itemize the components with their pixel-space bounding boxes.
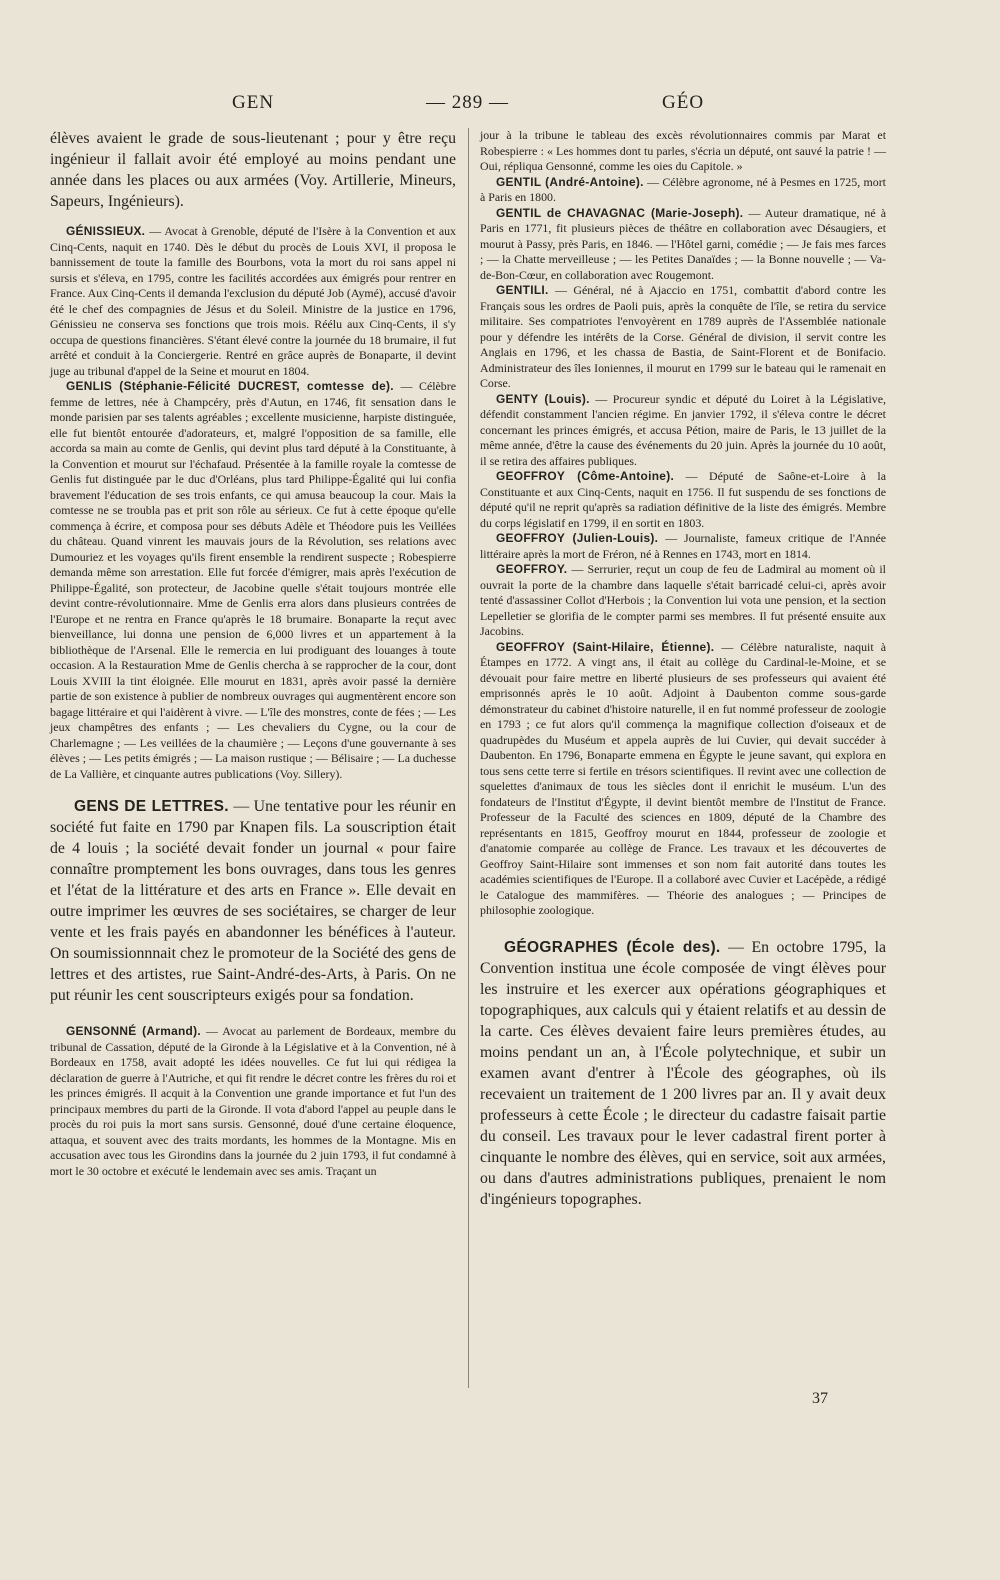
headword: GENSONNÉ (Armand). — [66, 1024, 201, 1038]
entry-gentil-de-chavagnac — [480, 206, 886, 284]
continuation-text-right — [480, 128, 886, 175]
entry-gensonne — [50, 1024, 456, 1179]
entry-text: — Serrurier, reçut un coup de feu de Ladmiral au moment où il ouvrait la porte de la chambre dans laquelle s'était barricadé celui-ci, après avoir tenté d'assassiner Collot d'Herbois ; la Convention lui vota une pension, et la section Lepelletier se glorifia de le compter parmi ses membres. Il fut présenté ensuite aux Jacobins. — [480, 562, 886, 638]
feature-gens-de-lettres — [50, 796, 456, 1006]
entry-text: — Avocat à Grenoble, député de l'Isère à la Convention et aux Cinq-Cents, naquit en 1740. Dès le début du procès de Louis XVI, il proposa le bannissement de toute la famille des Bourbons, vota la mort du roi sans appel ni sursis et s'éleva, en 1795, contre les facilités accordées aux émigrés pour rentrer en France. Aux Cinq-Cents il demanda l'exclusion du député Job (Aymé), accusé d'avoir été le chef des compagnies de Jésus et du Soleil. Ministre de la justice en 1796, Génissieu ne conserva ses fonctions que trois mois. Réélu aux Cinq-Cents, il s'y occupa de questions financières. S'étant élevé contre la journée du 18 brumaire, il fut arrêté et conduit à la Conciergerie. Rentré en grâce auprès de Bonaparte, il devint juge au tribunal d'appel de la Seine et mourut en 1804. — [50, 224, 456, 378]
entry-geoffroy-serrurier — [480, 562, 886, 640]
entry-genlis — [50, 379, 456, 782]
headword: GEOFFROY (Saint-Hilaire, Étienne). — [496, 639, 715, 654]
headword: GÉOGRAPHES (École des). — [504, 938, 721, 956]
continuation-paragraph: jour à la tribune le tableau des excès révolutionnaires commis par Marat et Robespierre : « Les hommes dont tu parles, s'écria un député, ont sauvé la patrie ! — Oui, répliqua Gensonné, comme les oies du Capitole. » — [480, 128, 886, 173]
left-column — [50, 128, 456, 1179]
headword: GENS DE LETTRES. — [74, 798, 229, 815]
entry-text: — Procureur syndic et député du Loiret à la Législative, défendit constamment l'ancien régime. En janvier 1792, il s'éleva contre le décret concernant les princes émigrés, et accusa Pétion, maire de Paris, le 13 juillet de la même année, d'être la cause des événements du 20 juin. Après la journée du 10 août, il se retira des affaires publiques. — [480, 391, 886, 468]
running-head-right: GÉO — [662, 92, 705, 113]
signature-mark: 37 — [812, 1390, 828, 1407]
column-divider — [468, 128, 469, 1388]
entry-text: — Général, né à Ajaccio en 1751, combattit d'abord contre les Français sous les ordres de Paoli puis, après la conquête de l'île, se retira du service militaire. Ses compatriotes l'envoyèrent en 1789 auprès de l'Assemblée nationale pour y défendre les intérêts de la Corse. Général de division, il servit contre les Anglais en 1796, et les chassa de Bastia, de Saint-Florent et de Bonifacio. Administrateur des îles Ioniennes, il mourut en 1799 sur le bateau qui le ramenait en Corse. — [480, 283, 886, 390]
headword: GEOFFROY (Julien-Louis). — [496, 531, 659, 545]
headword: GENTIL de CHAVAGNAC (Marie-Joseph). — [496, 205, 744, 220]
headword: GENTILI. — [496, 283, 549, 297]
entry-gentil — [480, 175, 886, 206]
headword: GEOFFROY (Côme-Antoine). — [496, 469, 675, 483]
entry-genissieux — [50, 224, 456, 379]
entry-geoffroy-julien-louis — [480, 531, 886, 562]
entry-text: — Célèbre femme de lettres, née à Champcéry, près d'Autun, en 1746, fit sensation dans le monde parisien par ses talents agréables ; excellente musicienne, harpiste distinguée, elle fut bientôt entourée d'adorateurs, et, malgré l'opposition de sa famille, elle accorda sa main au comte de Genlis, qui devint plus tard député à la Constituante, à la Convention et mourut sur l'échafaud. Présentée à la famille royale la comtesse de Genlis fut distinguée par le duc d'Orléans, plus tard Philippe-Égalité qui lui confia bravement l'éducation de ses trois enfants, ce qui amusa beaucoup la cour. Mais la comtesse ne se troubla pas et prit son rôle au sérieux. Ce fut à cette époque qu'elle commença à écrire, et composa pour ses débuts Adèle et Théodore puis les Veillées du château. Quand vinrent les mauvais jours de la Révolution, ses relations avec Dumouriez et les voyages qu'ils firent ensemble la rendirent suspecte ; Robespierre demanda même son arrestation. Elle fut forcée d'émigrer, mais après l'exécution de Philippe-Égalité, son protecteur, de Jacobine quelle s'était toujours montrée elle devint contre-révolutionnaire. Mme de Genlis erra alors dans plusieurs contrées de l'Europe et ne rentra en France qu'après le 18 brumaire. Bonaparte la reçut avec bienveillance, lui donna une pension de 6,000 livres et un appartement à la bibliothèque de l'Arsenal. Elle le remercia en lui prodiguant des louanges à toute occasion. A la Restauration Mme de Genlis chercha à se rapprocher de la cour, dont Louis XVIII la tint éloignée. Elle mourut en 1831, après avoir passé la dernière partie de son existence à publier de nombreux ouvrages qui augmentèrent encore son bagage littéraire et qui l'aidèrent à vivre. — L'île des monstres, conte de fées ; — Les jeux champêtres des enfants ; — Les chevaliers du Cygne, ou la cour de Charlemagne ; — Les veillées de la chaumière ; — Leçons d'une gouvernante à ses élèves ; — Les petits émigrés ; — La maison rustique ; — Bélisaire ; — La duchesse de La Vallière, et cinquante autres publications (Voy. Sillery). — [50, 379, 456, 781]
entry-text: — Une tentative pour les réunir en société fut faite en 1790 par Knapen fils. La souscription était de 4 louis ; la société devait fonder un journal « pour faire connaître promptement les bons ouvrages, dans tous les genres et l'état de la littérature et des arts en France ». Elle devait en outre imprimer les œuvres de ses sociétaires, se charger de leur vente et les frais payés en abandonner les bénéfices à l'auteur. On soumissionnnait chez le promoteur de la Société des gens de lettres et des artistes, rue Saint-André-des-Arts, à Paris. On ne put réunir les cent souscripteurs exigés pour sa fondation. — [50, 798, 456, 1004]
entry-geoffroy-come-antoine — [480, 469, 886, 531]
entry-gentili — [480, 283, 886, 392]
right-column — [480, 128, 886, 1210]
entry-genty — [480, 392, 886, 470]
headword: GÉNISSIEUX. — [66, 224, 146, 238]
entry-geoffroy-saint-hilaire — [480, 640, 886, 919]
entry-text: — En octobre 1795, la Convention institua une école composée de vingt élèves pour les instruire et les exercer aux opérations géographiques et topographiques, aux calculs qui y étaient relatifs et au dessin de la carte. Ces élèves devaient faire leurs premières études, au moins pendant un an, à l'École polytechnique, et subir un examen avant d'entrer à l'École des géographes, où ils recevaient un traitement de 1 200 livres par an. Il y avait deux professeurs à cette École ; le directeur du cadastre faisait partie du conseil. Les travaux pour le lever cadastral firent porter à cinquante le nombre des élèves, qui en service, soit aux armées, ou dans d'autres administrations publiques, prenaient le nom d'ingénieurs topographes. — [480, 938, 886, 1208]
continuation-text-left — [50, 128, 456, 212]
entry-text: — Auteur dramatique, né à Paris en 1771, fit plusieurs pièces de théâtre en collaboration avec Désaugiers, et mourut à Passy, près Paris, en 1846. — l'Hôtel garni, comédie ; — Je fais mes farces ; — la Chatte merveilleuse ; — les Petites Danaïdes ; — la Bonne nouvelle ; — Va-de-Bon-Cœur, en collaboration avec Rougemont. — [480, 205, 886, 282]
page-number: — 289 — — [426, 92, 509, 113]
running-head-left: GEN — [232, 92, 275, 113]
entry-text: — Avocat au parlement de Bordeaux, membre du tribunal de Cassation, député de la Gironde à la Législative et à la Convention, né à Bordeaux en 1758, avait adopté les idées nouvelles. Ce fut lui qui rédigea la déclaration de guerre à l'Autriche, et qui fit rendre le décret contre les frères du roi et les princes émigrés. Il acquit à la Convention une grande importance et fut l'un des principaux membres du parti de la Gironde. Il vota d'abord l'appel au peuple dans le procès du roi puis la mort sans sursis. Gensonné, doué d'une certaine éloquence, attaqua, et souvent avec des traits mordants, les hommes de la Montagne. Mis en accusation avec tous les Girondins dans la journée du 2 juin 1793, il fut condamné à mort le 30 octobre et exécuté le lendemain avec ses amis. Traçant un — [50, 1024, 457, 1178]
entry-text: — Célèbre agronome, né à Pesmes en 1725, mort à Paris en 1800. — [480, 174, 886, 204]
entry-text: — Député de Saône-et-Loire à la Constituante et aux Cinq-Cents, naquit en 1756. Il fut suspendu de ses fonctions de député qu'il ne reprit qu'après sa radiation définitive de la liste des émigrés. Membre du corps législatif en 1799, il en sortit en 1803. — [480, 469, 886, 530]
headword: GEOFFROY. — [496, 562, 568, 576]
entry-text: — Journaliste, fameux critique de l'Année littéraire après la mort de Fréron, né à Rennes en 1743, mort en 1814. — [480, 531, 887, 561]
continuation-paragraph: élèves avaient le grade de sous-lieutenant ; pour y être reçu ingénieur il fallait avoir été employé au moins pendant une année dans les places ou aux armées (Voy. Artillerie, Mineurs, Sapeurs, Ingénieurs). — [50, 130, 456, 210]
headword: GENTIL (André-Antoine). — [496, 174, 644, 189]
feature-geographes — [480, 937, 886, 1210]
headword: GENLIS (Stéphanie-Félicité DUCREST, comtesse de). — [66, 379, 394, 393]
headword: GENTY (Louis). — [496, 391, 590, 406]
entry-text: — Célèbre naturaliste, naquit à Étampes en 1772. A vingt ans, il était au collège du Cardinal-le-Moine, et se dévouait pour faire mettre en liberté plusieurs de ses professeurs qui avaient été emprisonnés après le 10 août. Adjoint à Daubenton comme sous-garde démonstrateur du cabinet d'histoire naturelle, il en fut nommé professeur de zoologie en 1793 ; ce fut alors qu'il commença la magnifique collection d'oiseaux et de quadrupèdes du Muséum et appela auprès de lui Cuvier, qui devait succéder à Daubenton. En 1796, Bonaparte emmena en Égypte le jeune savant, qui explora en tous sens cette terre si fertile en trésors scientifiques. Il revint avec une collection de squelettes d'animaux de tous les siècles dont il enrichit le muséum. L'un des fondateurs de l'Institut d'Égypte, il devint bientôt membre de l'Institut de France. Professeur de la Faculté des sciences en 1809, député de la Chambre des représentants en 1815, Geoffroy mourut en 1844, professeur de zoologie et d'anatomie comparée au collège de France. Les travaux et les découvertes de Geoffroy Saint-Hilaire sont immenses et son nom fait autorité dans toutes les académies scientifiques de l'Europe. Il a collaboré avec Cuvier et Lacépède, a rédigé le Catalogue des mammifères. — Théorie des analogues ; — Principes de philosophie zoologique. — [480, 639, 886, 917]
